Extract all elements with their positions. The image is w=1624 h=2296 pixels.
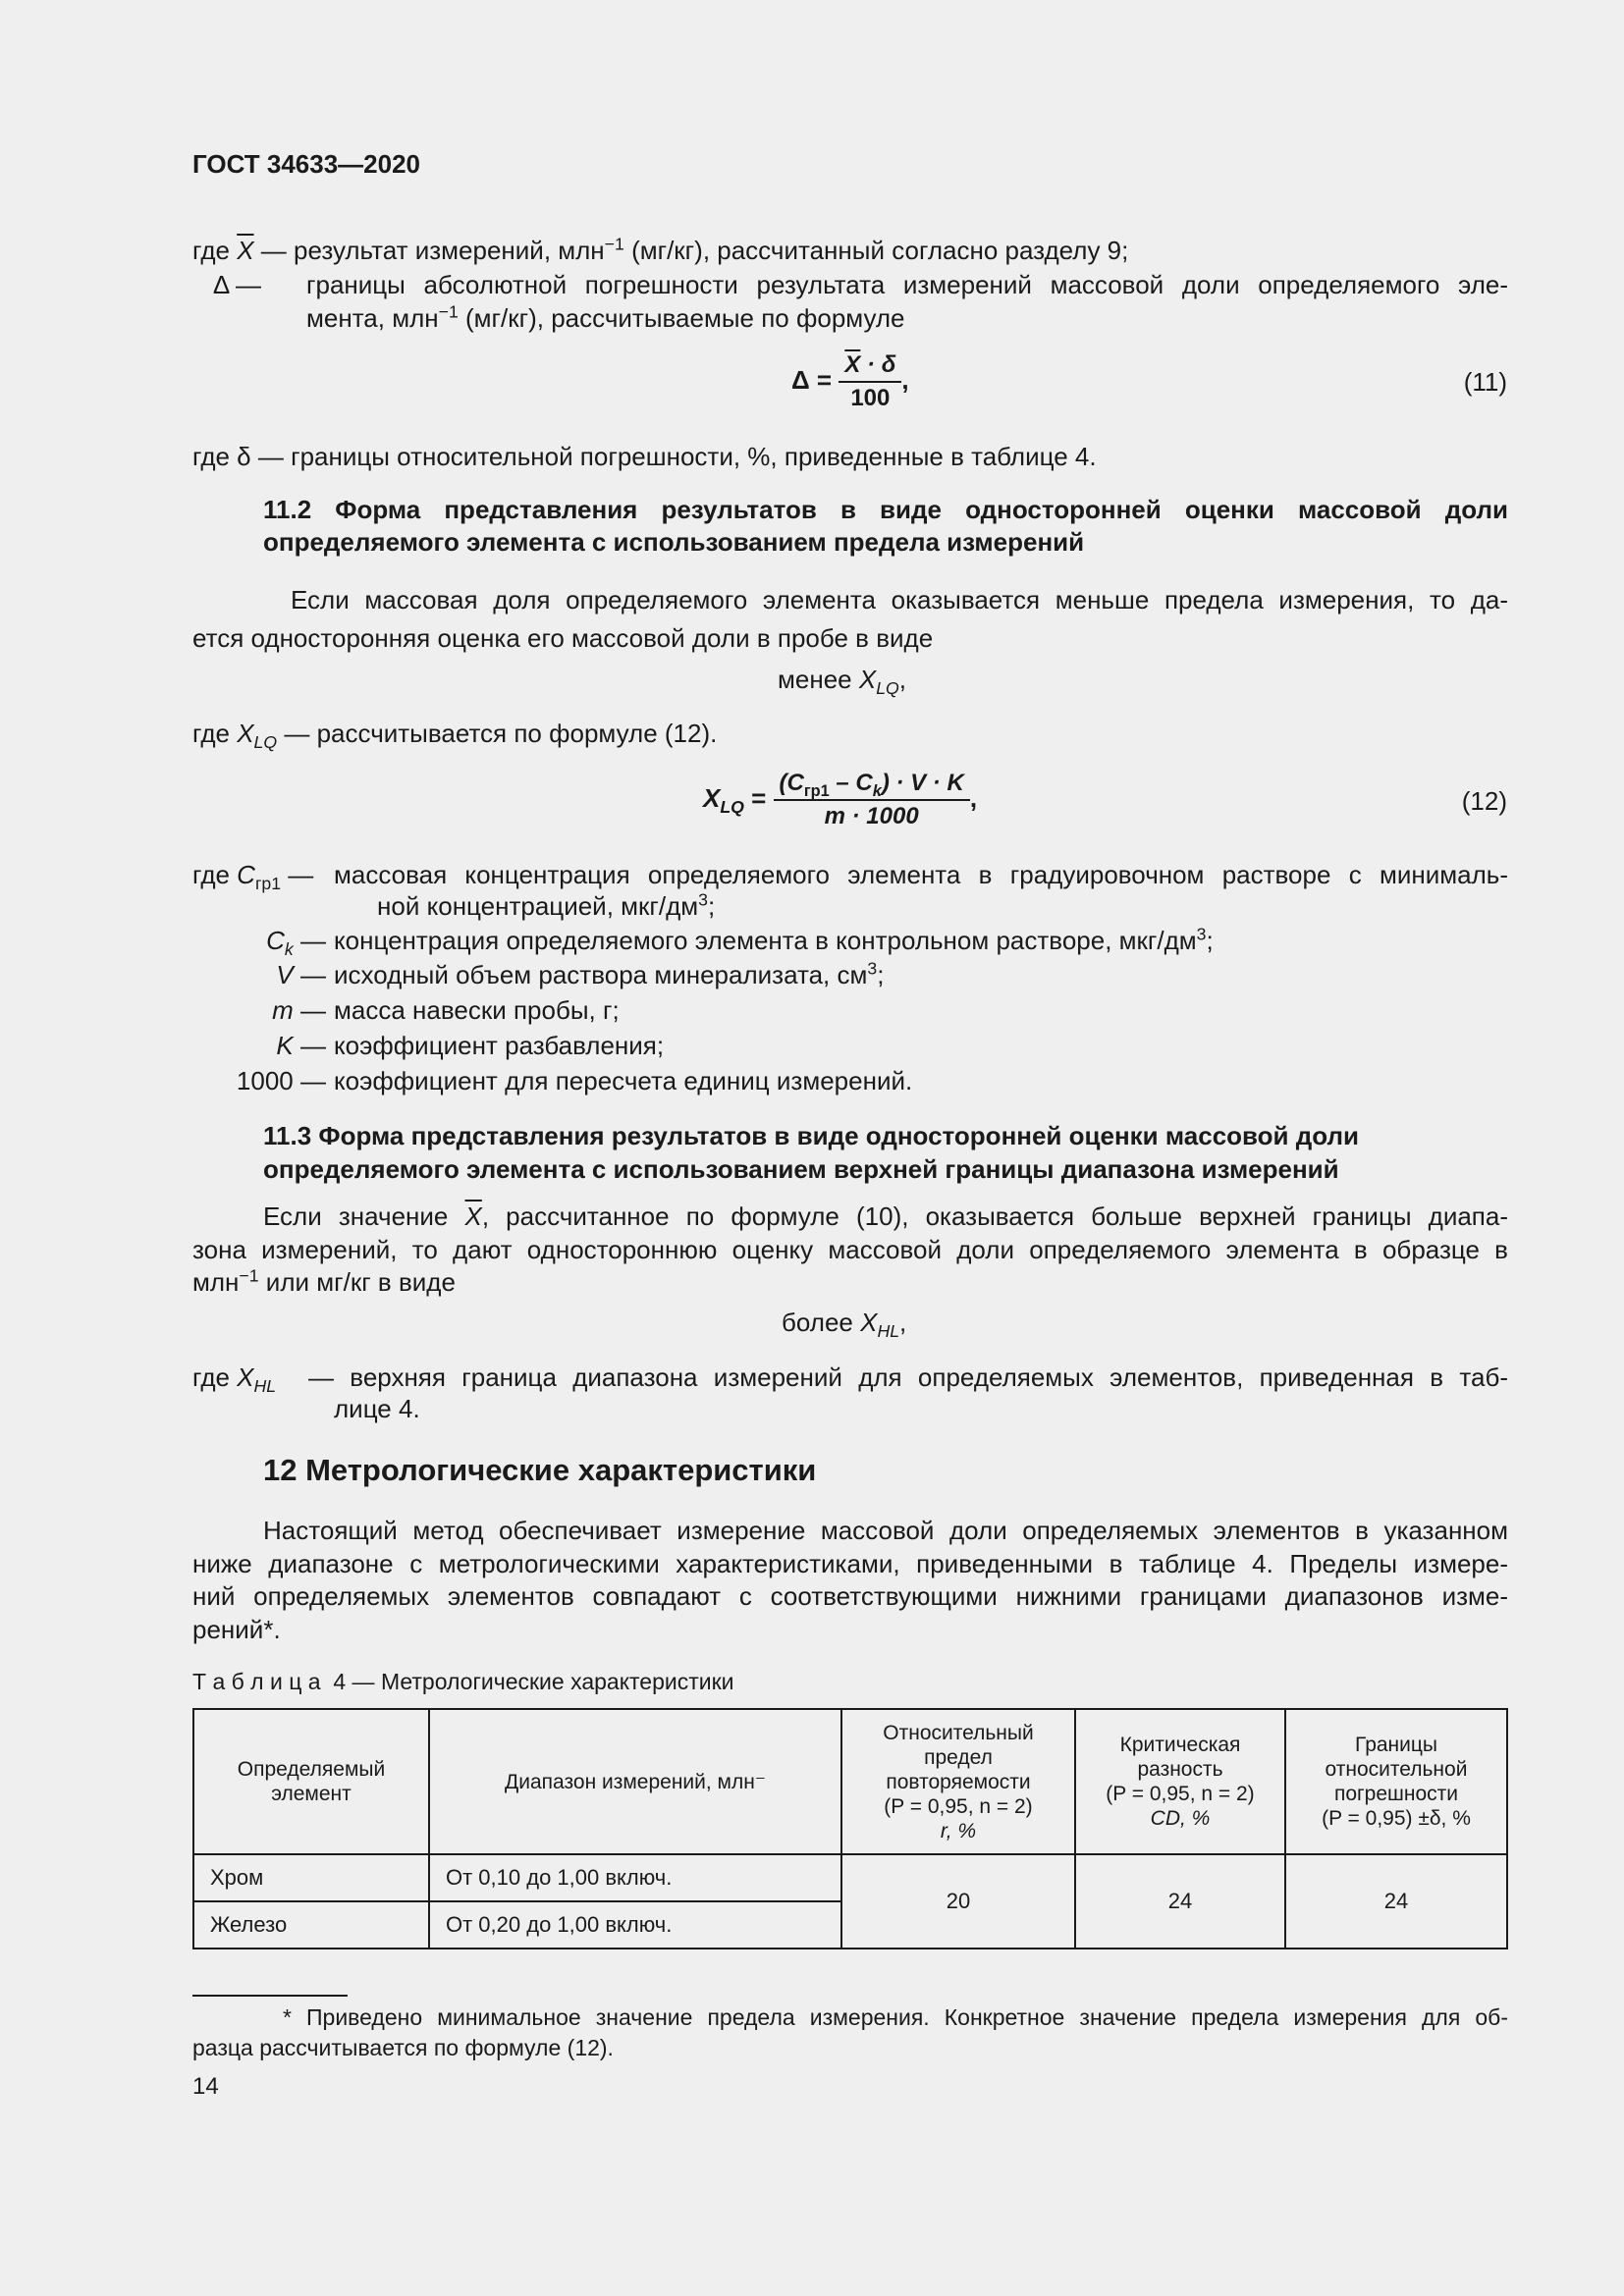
where-word: где (192, 236, 230, 265)
section-11-3-heading-line2: определяемого элемента с использованием верхней границы диапазона измерений (263, 1154, 1339, 1184)
section-12-para-line2: ниже диапазоне с метрологическими характеристиками, приведенными в таблице 4. Пределы измере- (192, 1549, 1508, 1578)
def-ck-text: концентрация определяемого элемента в контрольном растворе, мкг/$дм^3$; (334, 924, 1214, 955)
cell-range: От 0,10 до 1,00 включ. (429, 1854, 841, 1901)
where-xhl-label: где $X_{HL}$ (192, 1362, 277, 1397)
definition-xbar: где $\overline{X}$ — результат измерений, млн$^{-1}$ (мг/кг), рассчитанный согласно разделу 9; (192, 234, 1129, 265)
formula-11-fraction (839, 351, 901, 412)
section-11-2-para-line2: ется односторонняя оценка его массовой доли в пробе в виде (192, 623, 934, 653)
formula-11: Δ = $\frac{\overline{X} \cdot \delta}{100}$ , (791, 351, 909, 411)
definition-delta-relative: где δ — границы относительной погрешности, %, приведенные в таблице 4. (192, 442, 1097, 471)
formula-11-denominator: 100 (850, 385, 891, 411)
formula-11-number: (11) (1463, 367, 1507, 397)
def-cgr1-line2: ной концентрацией, мкг/$дм^3$; (377, 889, 716, 921)
footnote-line2: разца рассчитывается по формуле (12). (192, 2035, 614, 2060)
formula-12-numerator: $(C_{гр1} - C_k) \cdot V \cdot K$ (774, 770, 970, 801)
where-xlq: где $X_{LQ}$ — рассчитывается по формуле (12). (192, 719, 718, 753)
footnote-line1: * Приведено минимальное значение предела измерения. Конкретное значение предела измерения для об- (283, 2004, 1508, 2030)
section-11-3-heading-line1: 11.3 Форма представления результатов в виде односторонней оценки массовой доли (263, 1121, 1360, 1150)
delta-desc-line2: мента, млн$^{-1}$ (мг/кг), рассчитываемые по формуле (306, 301, 905, 333)
def-v-label: V — (276, 960, 326, 989)
section-11-2-heading-line1: 11.2 Форма представления результатов в виде односторонней оценки массовой доли (263, 495, 1508, 524)
section-12-heading: 12 Метрологические характеристики (263, 1453, 817, 1487)
section-12-para-line3: ний определяемых элементов совпадают с соответствующими нижними границами диапазонов изме- (192, 1581, 1508, 1611)
xbar-desc-b: (мг/кг), рассчитанный согласно разделу 9; (631, 236, 1129, 265)
footnote-separator (192, 1995, 348, 1997)
formula-11-lhs: Δ = (791, 364, 833, 395)
def-m-label: m — (272, 995, 326, 1025)
superscript: −1 (604, 234, 624, 254)
section-11-3-para-line3: млн$^{-1}$ или мг/кг в виде (192, 1265, 456, 1297)
cell-r: 20 (841, 1854, 1075, 1949)
section-12-para-line1: Настоящий метод обеспечивает измерение массовой доли определяемых элементов в указанном (263, 1516, 1508, 1545)
formula-12: $X_{LQ}$ = $\frac{(C_{гр1} - C_k) \cdot V \cdot K}{m \cdot 1000}$ , (703, 770, 978, 829)
header-relative-error: Границы относительной погрешности (P = 0,95) ±δ, % (1285, 1709, 1507, 1854)
formula-11-numerator: $\overline{X} \cdot \delta$ (839, 351, 901, 383)
xbar-desc-a: результат измерений, млн (293, 236, 605, 265)
def-m-text: масса навески пробы, г; (334, 995, 620, 1025)
header-repeatability: Относительный предел повторяемости (P = 0,95, n = 2) r, % (841, 1709, 1075, 1854)
cell-range: От 0,20 до 1,00 включ. (429, 1901, 841, 1949)
section-11-3-para-line1: Если значение $\overline{X}$, рассчитанное по формуле (10), оказывается больше верхней границы диапа- (263, 1201, 1508, 1231)
def-cgr1-label: где $C_{гр1}$ — (192, 860, 314, 894)
section-12-para-line4: рений*. (192, 1615, 281, 1644)
where-xhl-line1: — верхняя граница диапазона измерений для определяемых элементов, приведенная в таб- (308, 1362, 1508, 1392)
table-row (193, 1854, 1507, 1901)
formula-12-number: (12) (1461, 786, 1507, 816)
table-caption: Т а б л и ц а 4 — Метрологические характеристики (192, 1669, 734, 1694)
page-number: 14 (192, 2073, 219, 2100)
metrology-table (192, 1708, 1508, 1949)
where-xhl-line2: лице 4. (334, 1394, 420, 1423)
delta-symbol-label: Δ — (212, 270, 261, 299)
document-header: ГОСТ 34633—2020 (192, 149, 420, 179)
header-critical-difference: Критическая разность (P = 0,95, n = 2) CD, % (1075, 1709, 1285, 1854)
def-1000-text: коэффициент для пересчета единиц измерений. (334, 1066, 913, 1095)
cell-delta: 24 (1285, 1854, 1507, 1949)
xbar-symbol: $\overline{X}$ (237, 236, 254, 265)
def-1000-label: 1000 — (236, 1066, 326, 1095)
more-than-xhl: более $X_{HL}$, (782, 1308, 907, 1342)
cell-element: Хром (193, 1854, 429, 1901)
formula-12-fraction (774, 770, 970, 830)
section-11-3-para-line2: зона измерений, то дают одностороннюю оценку массовой доли определяемого элемента в образце в (192, 1235, 1508, 1264)
cell-cd: 24 (1075, 1854, 1285, 1949)
def-cgr1-line1: массовая концентрация определяемого элемента в градуировочном растворе с минималь- (334, 860, 1508, 889)
less-than-xlq: менее $X_{LQ}$, (778, 665, 907, 699)
section-11-2-para-line1: Если массовая доля определяемого элемента оказывается меньше предела измерения, то да- (291, 585, 1508, 614)
header-range: Диапазон измерений, млн⁻ (429, 1709, 841, 1854)
formula-12-denominator: m · 1000 (824, 803, 919, 829)
def-k-label: K — (276, 1031, 326, 1060)
def-ck-label: $C_k$ — (266, 926, 326, 960)
def-v-text: исходный объем раствора минерализата, $см^3$; (334, 958, 885, 989)
header-element: Определяемый элемент (193, 1709, 429, 1854)
section-11-2-heading-line2: определяемого элемента с использованием предела измерений (263, 527, 1085, 557)
def-k-text: коэффициент разбавления; (334, 1031, 665, 1060)
delta-desc-line1: границы абсолютной погрешности результата измерений массовой доли определяемого эле- (306, 270, 1508, 299)
table-header-row (193, 1709, 1507, 1854)
cell-element: Железо (193, 1901, 429, 1949)
